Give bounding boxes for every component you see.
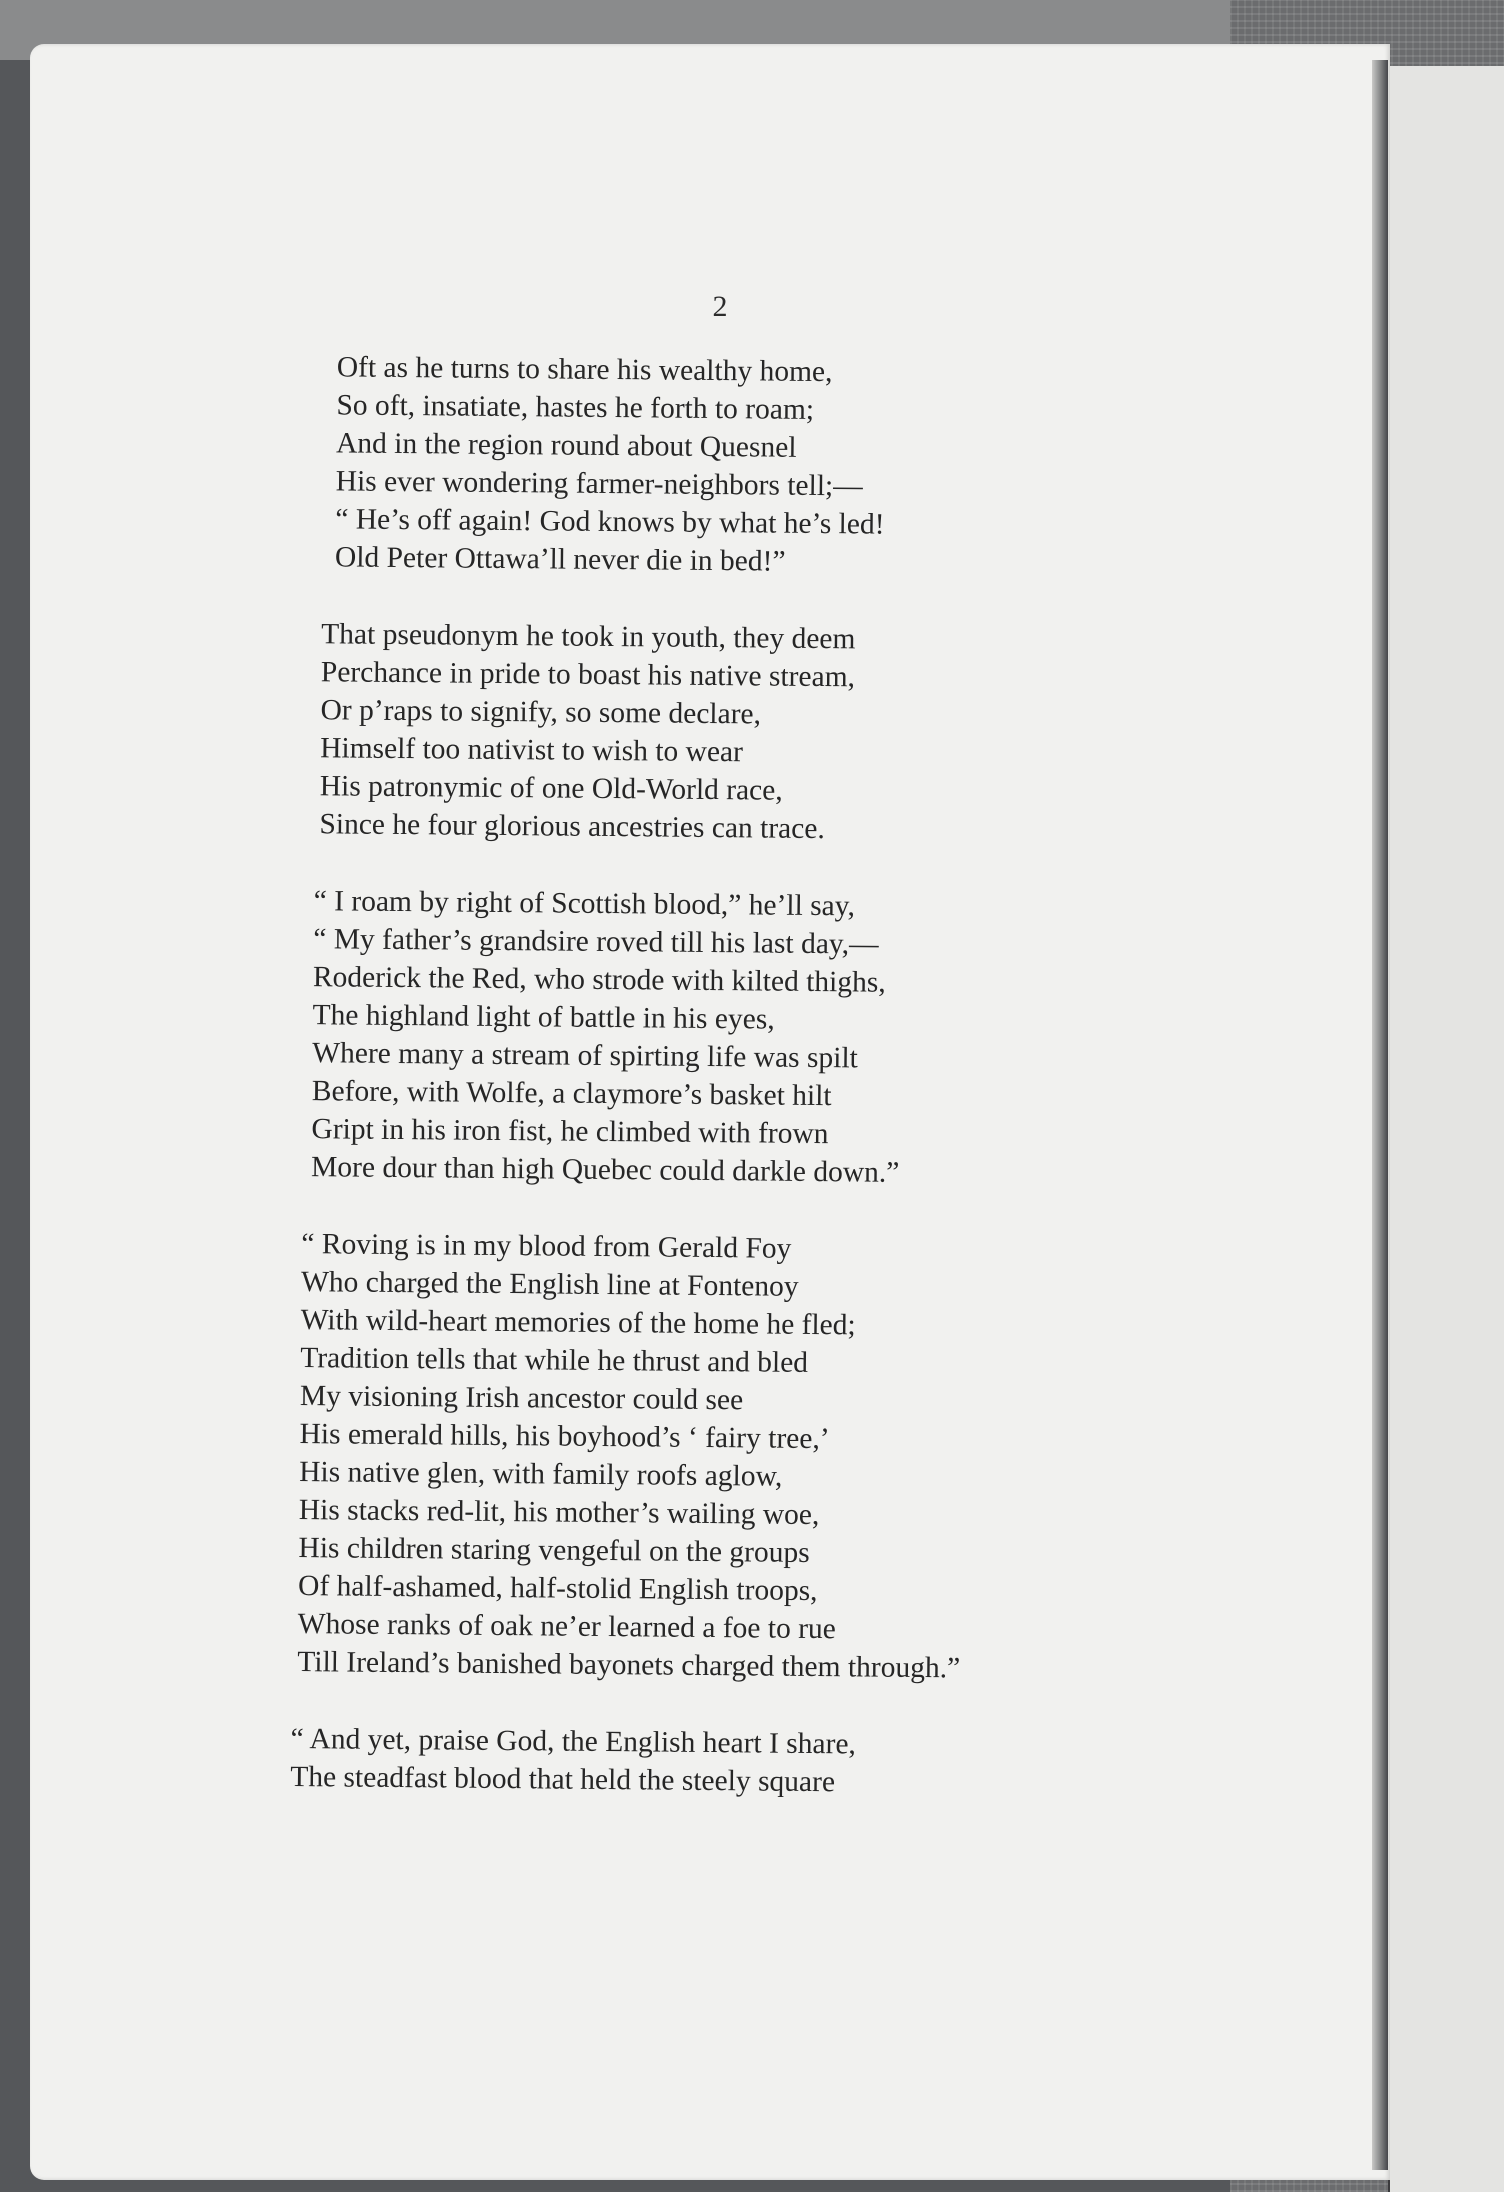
poem-line: Who charged the English line at Fontenoy	[300, 1266, 799, 1303]
poem-line: His emerald hills, his boyhood’s ‘ fairy tree,’	[299, 1418, 830, 1456]
poem-text	[286, 348, 1200, 1844]
stanza	[287, 1225, 1191, 1690]
poem-line: The highland light of battle in his eyes,	[312, 999, 775, 1036]
stanza	[286, 1720, 1187, 1805]
poem-line: Where many a stream of spirting life was spilt	[312, 1037, 858, 1075]
poem-line: “ He’s off again! God knows by what he’s led!	[335, 503, 885, 541]
facing-page-edge	[1388, 66, 1504, 2192]
poem-line: Gript in his iron fist, he climbed with frown	[311, 1113, 829, 1151]
poem-line: His children staring vengeful on the groups	[298, 1532, 810, 1569]
poem-line: His patronymic of one Old-World race,	[319, 770, 783, 807]
poem-line: His stacks red-lit, his mother’s wailing woe,	[298, 1494, 820, 1532]
poem-line: Before, with Wolfe, a claymore’s basket hilt	[311, 1075, 832, 1113]
stanza	[295, 615, 1197, 852]
poem-line: Since he four glorious ancestries can trace.	[319, 808, 825, 846]
poem-line: With wild-heart memories of the home he fled;	[300, 1304, 856, 1342]
poem-line: Roderick the Red, who strode with kilted thighs,	[312, 961, 886, 999]
poem-line: “ Roving is in my blood from Gerald Foy	[301, 1228, 792, 1265]
poem-line: Oft as he turns to share his wealthy home,	[336, 351, 833, 389]
poem-line: “ I roam by right of Scottish blood,” he’ll say,	[313, 885, 856, 923]
poem-line: My visioning Irish ancestor could see	[299, 1380, 744, 1417]
poem-line: Old Peter Ottawa’ll never die in bed!”	[334, 541, 786, 578]
poem-line: Of half-ashamed, half-stolid English troops,	[297, 1570, 818, 1608]
poem-line: The steadfast blood that held the steely square	[290, 1760, 836, 1799]
poem-line: “ And yet, praise God, the English heart I share,	[290, 1722, 857, 1761]
poem-line: Perchance in pride to boast his native stream,	[320, 656, 856, 694]
poem-line: That pseudonym he took in youth, they deem	[321, 618, 856, 656]
poem-line: “ My father’s grandsire roved till his last day,—	[313, 923, 879, 961]
stanza	[292, 882, 1195, 1195]
poem-line: Till Ireland’s banished bayonets charged them through.”	[297, 1646, 961, 1685]
poem-line: His native glen, with family roofs aglow,	[299, 1456, 783, 1493]
poem-line: His ever wondering farmer-neighbors tell;—	[335, 465, 863, 503]
poem-line: Himself too nativist to wish to wear	[320, 732, 744, 769]
poem-line: Or p’raps to signify, so some declare,	[320, 694, 762, 731]
poem-line: So oft, insatiate, hastes he forth to roam;	[336, 389, 815, 426]
poem-line: And in the region round about Quesnel	[335, 427, 797, 464]
poem-line: Tradition tells that while he thrust and bled	[300, 1342, 809, 1379]
poem-line: Whose ranks of oak ne’er learned a foe to rue	[297, 1608, 837, 1646]
page-number: 2	[712, 290, 728, 323]
poem-line: More dour than high Quebec could darkle down.”	[310, 1151, 900, 1189]
stanza	[298, 348, 1200, 585]
page-gutter	[1372, 60, 1388, 2170]
